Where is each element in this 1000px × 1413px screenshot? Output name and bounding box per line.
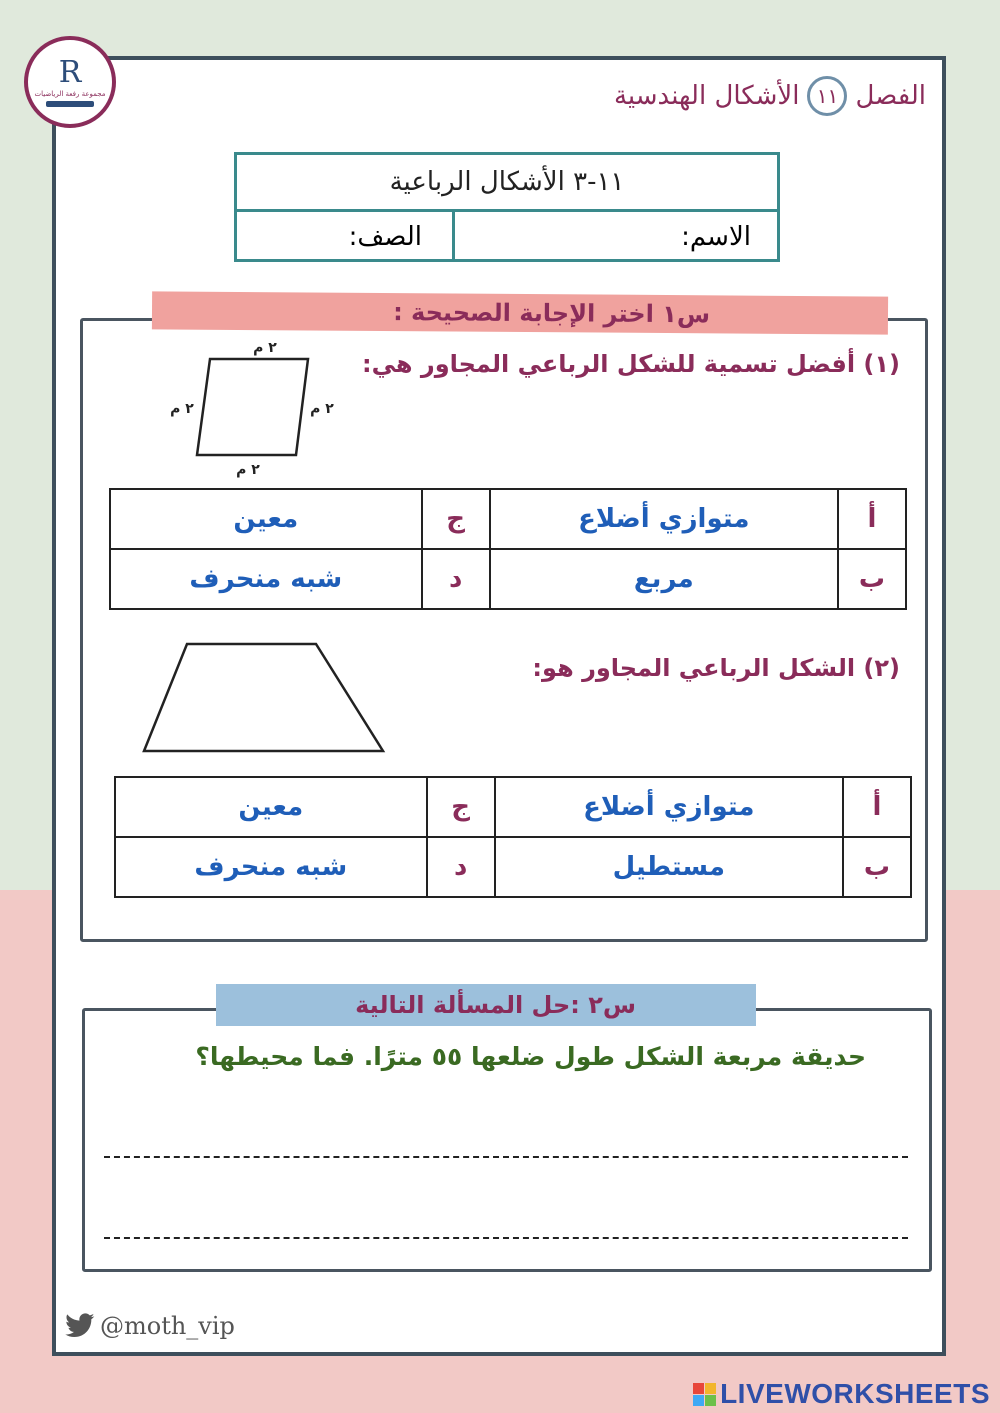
parallelogram-figure: [140, 340, 370, 480]
lesson-title: ١١-٣ الأشكال الرباعية: [237, 155, 777, 212]
option-letter: أ: [843, 777, 911, 837]
question2-text: (٢) الشكل الرباعي المجاور هو:: [532, 654, 900, 682]
class-field[interactable]: الصف:: [348, 222, 422, 252]
chapter-heading: [614, 76, 926, 116]
section2-banner: س٢ :حل المسألة التالية: [216, 984, 756, 1026]
side-label-bottom: ٢ م: [236, 462, 260, 478]
problem-text: حديقة مربعة الشكل طول ضلعها ٥٥ مترًا. فما محيطها؟: [195, 1042, 866, 1071]
option-answer[interactable]: شبه منحرف: [110, 549, 422, 609]
question1-text: (١) أفضل تسمية للشكل الرباعي المجاور هي:: [362, 350, 900, 378]
twitter-handle: @moth_vip: [100, 1312, 235, 1340]
option-letter: ب: [838, 549, 906, 609]
option-letter: أ: [838, 489, 906, 549]
side-label-top: ٢ م: [253, 340, 277, 356]
option-answer[interactable]: مربع: [490, 549, 838, 609]
chapter-title: الأشكال الهندسية: [613, 81, 800, 111]
trapezoid-shape: [144, 644, 383, 751]
question2-options: [114, 776, 912, 898]
brand-text: LIVEWORKSHEETS: [720, 1378, 990, 1409]
option-letter: ب: [843, 837, 911, 897]
side-label-right: ٢ م: [310, 401, 334, 417]
option-answer[interactable]: معين: [110, 489, 422, 549]
logo-subtitle: مجموعة رفعة الرياضيات: [34, 89, 106, 98]
trapezoid-figure: [140, 640, 390, 756]
answer-line-2[interactable]: [104, 1237, 908, 1239]
option-letter: د: [422, 549, 490, 609]
option-answer[interactable]: شبه منحرف: [115, 837, 427, 897]
option-letter: ج: [422, 489, 490, 549]
liveworksheets-brand: [693, 1378, 990, 1410]
liveworksheets-logo-icon: [693, 1383, 716, 1406]
option-answer[interactable]: معين: [115, 777, 427, 837]
section1-banner: س١ اختر الإجابة الصحيحة :: [152, 291, 888, 334]
logo-letter: R: [58, 54, 82, 90]
lesson-title-box: [234, 152, 780, 262]
twitter-bird-icon: [64, 1313, 96, 1339]
option-answer[interactable]: مستطيل: [495, 837, 843, 897]
answer-line-1[interactable]: [104, 1156, 908, 1158]
option-letter: ج: [427, 777, 495, 837]
name-field[interactable]: الاسم:: [452, 212, 777, 262]
option-answer[interactable]: متوازي أضلاع: [495, 777, 843, 837]
logo-bar: [46, 101, 94, 107]
option-answer[interactable]: متوازي أضلاع: [490, 489, 838, 549]
chapter-label: الفصل: [855, 81, 926, 111]
question1-options: [109, 488, 907, 610]
option-letter: د: [427, 837, 495, 897]
parallelogram-shape: [197, 359, 308, 455]
chapter-number-badge: ١١: [807, 76, 847, 116]
logo: [24, 36, 116, 128]
side-label-left: ٢ م: [170, 401, 194, 417]
twitter-credit: [64, 1312, 235, 1340]
